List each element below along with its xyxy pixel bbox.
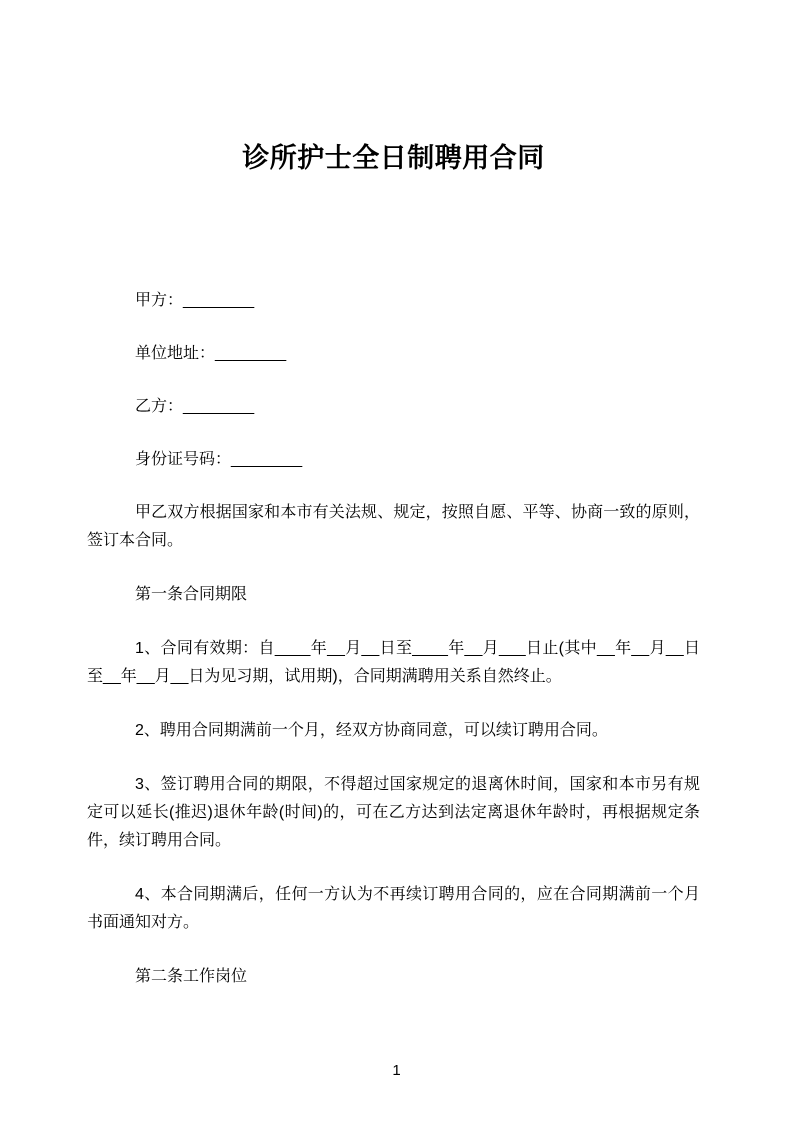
field-company-address-blank-line: ________ <box>215 345 287 362</box>
section-1-clause-1: 1、合同有效期：自____年__月__日至____年__月___日止(其中__年__月__日至__年__月__日为见习期，试用期)，合同期满聘用关系自然终止。 <box>87 640 700 685</box>
section-1-heading: 第一条合同期限 <box>135 586 248 603</box>
field-party-a-blank-line: ________ <box>183 292 255 309</box>
intro-paragraph: 甲乙双方根据国家和本市有关法规、规定，按照自愿、平等、协商一致的原则，签订本合同。 <box>87 504 700 549</box>
document-title: 诊所护士全日制聘用合同 <box>242 143 545 173</box>
page-number: 1 <box>392 1062 401 1079</box>
field-party-a <box>87 287 700 315</box>
field-id-number-label: 身份证号码： <box>135 451 232 468</box>
field-party-b-label: 乙方： <box>135 398 184 415</box>
field-party-b-blank-line: ________ <box>183 398 255 415</box>
field-company-address <box>87 340 700 368</box>
field-id-number <box>87 446 700 474</box>
section-2-heading: 第二条工作岗位 <box>135 968 248 985</box>
field-id-number-blank-line: ________ <box>231 451 303 468</box>
section-1-clause-3: 3、签订聘用合同的期限，不得超过国家规定的退离休时间，国家和本市另有规定可以延长(推迟)退休年龄(时间)的，可在乙方达到法定离退休年龄时，再根据规定条件，续订聘用合同。 <box>87 776 700 849</box>
field-company-address-label: 单位地址： <box>135 345 216 362</box>
field-party-a-label: 甲方： <box>135 292 184 309</box>
section-1-clause-2: 2、聘用合同期满前一个月，经双方协商同意，可以续订聘用合同。 <box>135 722 608 739</box>
field-party-b <box>87 393 700 421</box>
section-1-clause-4: 4、本合同期满后，任何一方认为不再续订聘用合同的，应在合同期满前一个月书面通知对方。 <box>87 886 700 931</box>
